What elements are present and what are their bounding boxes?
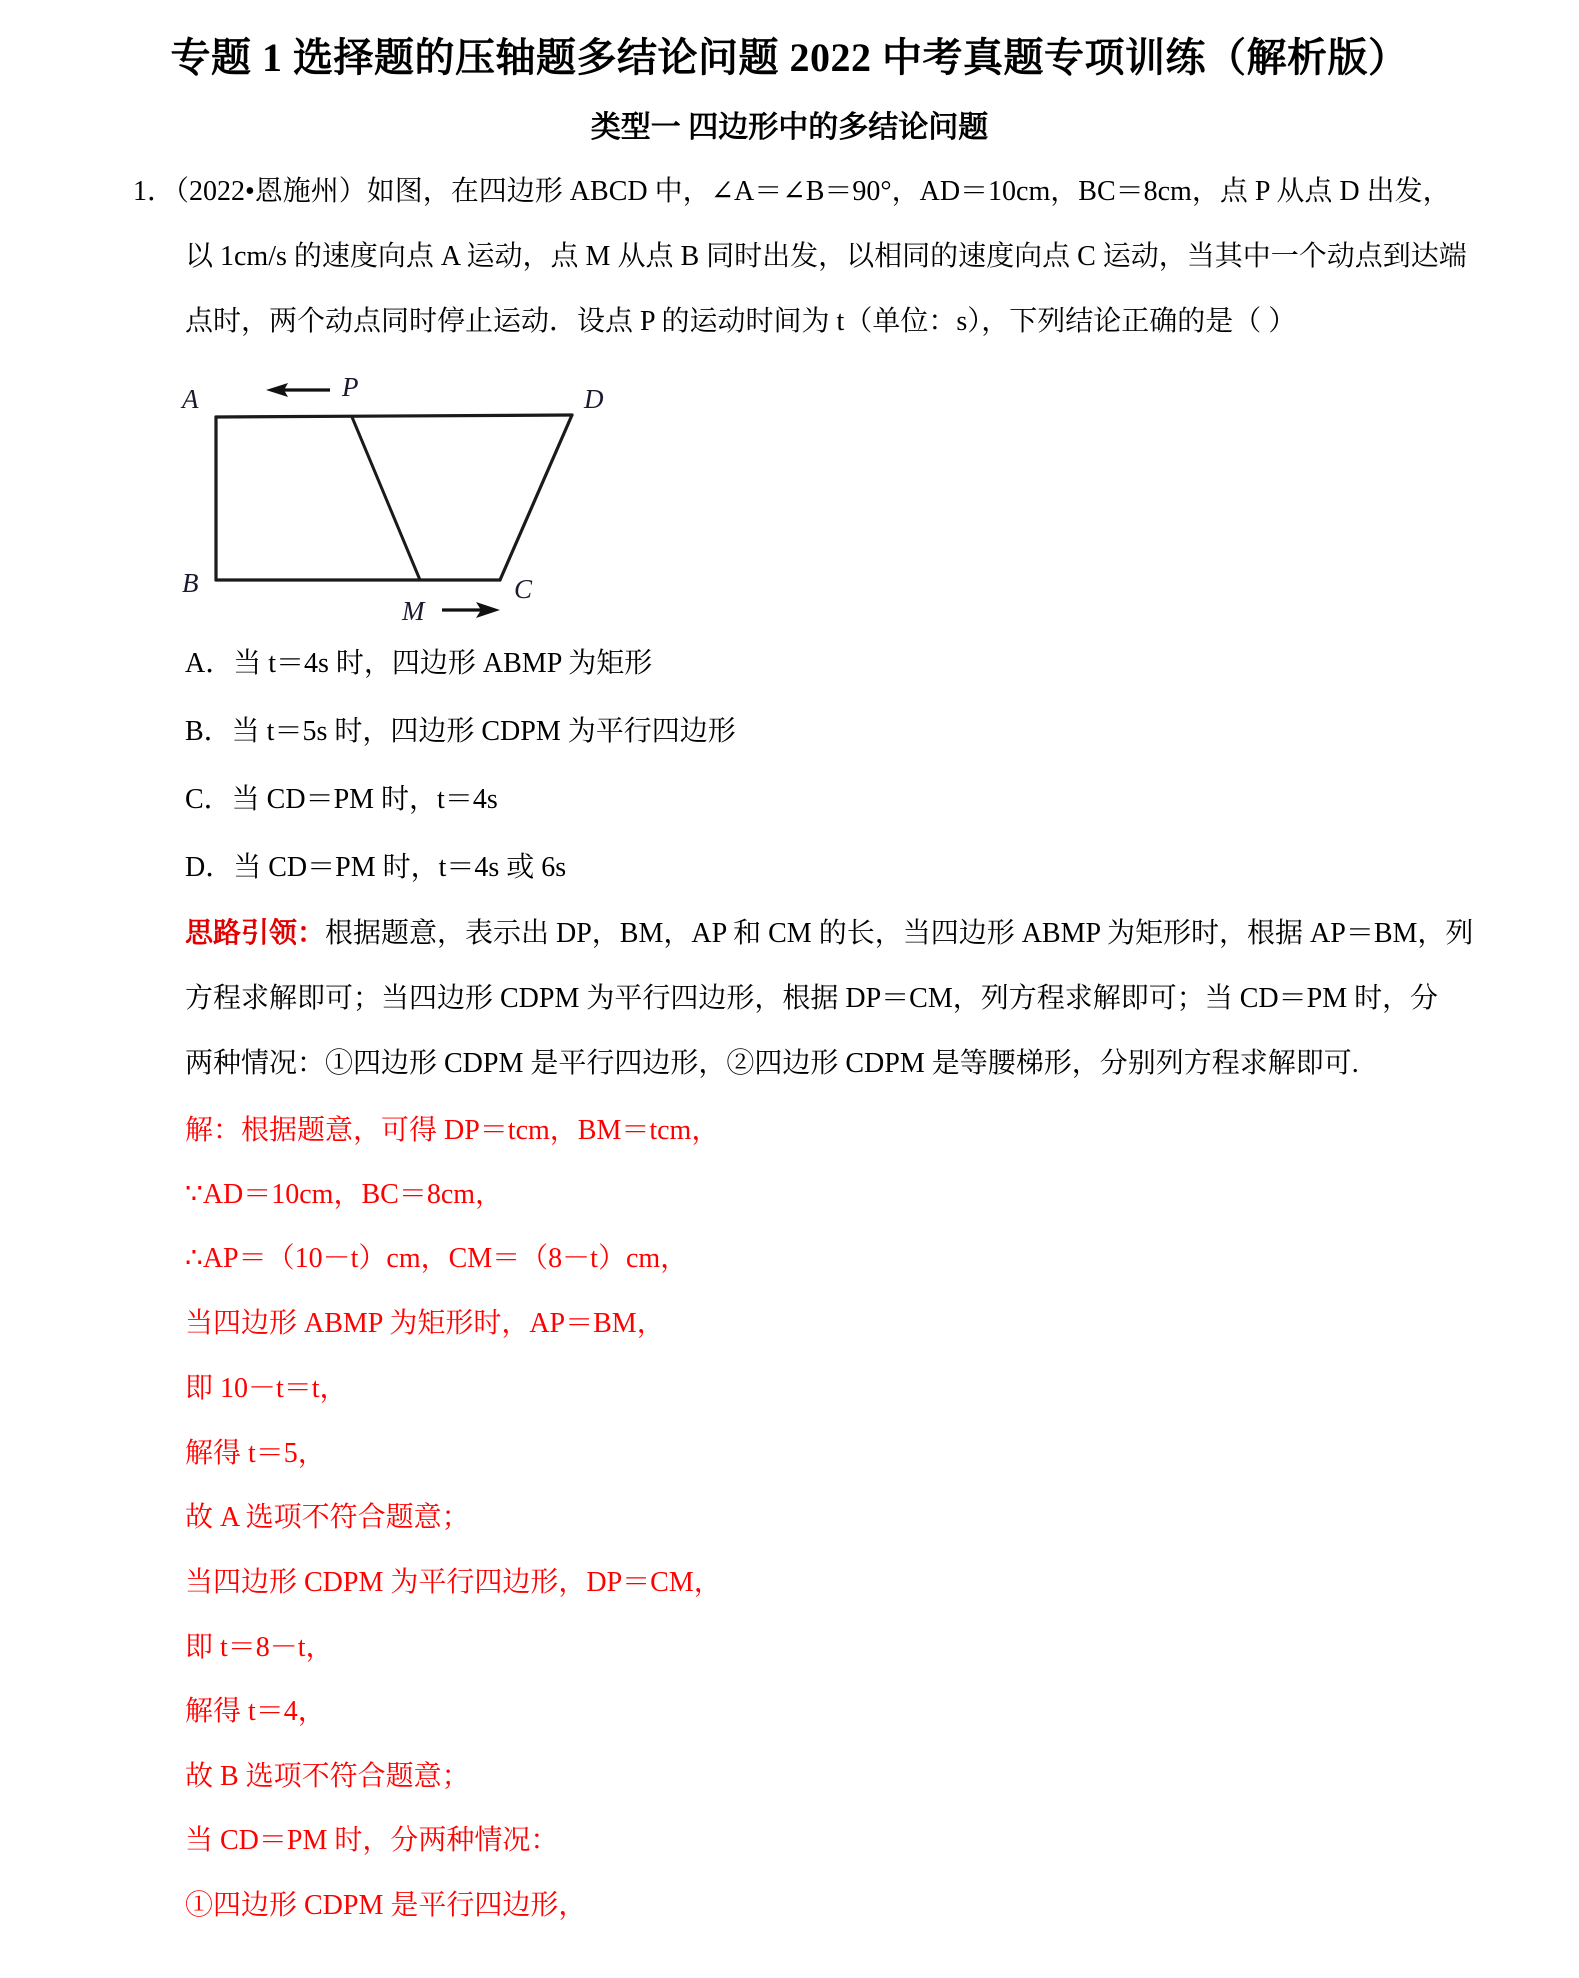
segment-dc [500, 415, 572, 580]
segment-ad [216, 415, 572, 417]
segment-pm [352, 417, 420, 580]
analysis-line-1-text: 根据题意，表示出 DP，BM，AP 和 CM 的长，当四边形 ABMP 为矩形时，根据 AP＝BM，列 [325, 918, 1474, 949]
option-b[interactable]: B．当 t＝5s 时，四边形 CDPM 为平行四边形 [185, 716, 736, 747]
option-a[interactable]: A．当 t＝4s 时，四边形 ABMP 为矩形 [185, 648, 653, 679]
solution-line-3: ∴AP＝（10－t）cm，CM＝（8－t）cm， [185, 1243, 689, 1274]
solution-line-5: 即 10－t＝t， [185, 1373, 348, 1404]
option-d[interactable]: D．当 CD＝PM 时，t＝4s 或 6s [185, 852, 567, 883]
solution-line-13: ①四边形 CDPM 是平行四边形， [185, 1890, 587, 1921]
arrow-p-left [266, 383, 330, 397]
question-line-3: 点时，两个动点同时停止运动．设点 P 的运动时间为 t（单位：s），下列结论正确的是（ ） [185, 306, 1297, 337]
solution-line-2: ∵AD＝10cm，BC＝8cm， [185, 1179, 504, 1210]
solution-line-7: 故 A 选项不符合题意； [185, 1502, 470, 1533]
option-c[interactable]: C．当 CD＝PM 时，t＝4s [185, 784, 498, 815]
analysis-line-1 [185, 920, 1473, 948]
solution-line-6: 解得 t＝5， [185, 1438, 326, 1469]
solution-line-1: 解：根据题意，可得 DP＝tcm，BM＝tcm， [185, 1115, 720, 1146]
section-title: 类型一 四边形中的多结论问题 [590, 111, 989, 144]
geometry-figure [170, 370, 630, 635]
question-line-1: 1．（2022•恩施州）如图，在四边形 ABCD 中，∠A＝∠B＝90°，AD＝10cm，BC＝8cm，点 P 从点 D 出发， [133, 176, 1451, 207]
figure-label-d: D [584, 384, 604, 414]
solution-line-8: 当四边形 CDPM 为平行四边形，DP＝CM， [185, 1567, 722, 1598]
figure-label-a: A [182, 384, 199, 414]
figure-label-m: M [402, 596, 425, 626]
analysis-line-2: 方程求解即可；当四边形 CDPM 为平行四边形，根据 DP＝CM，列方程求解即可；当 CD＝PM 时，分 [185, 983, 1439, 1014]
analysis-label: 思路引领： [185, 918, 326, 949]
solution-line-9: 即 t＝8－t， [185, 1632, 334, 1663]
question-line-2: 以 1cm/s 的速度向点 A 运动，点 M 从点 B 同时出发，以相同的速度向点 C 运动，当其中一个动点到达端 [185, 241, 1467, 272]
analysis-line-3: 两种情况：①四边形 CDPM 是平行四边形，②四边形 CDPM 是等腰梯形，分别列方程求解即可. [185, 1048, 1359, 1079]
solution-line-10: 解得 t＝4， [185, 1696, 326, 1727]
solution-line-12: 当 CD＝PM 时，分两种情况： [185, 1825, 559, 1856]
solution-line-4: 当四边形 ABMP 为矩形时，AP＝BM， [185, 1308, 665, 1339]
figure-label-p: P [342, 372, 359, 402]
solution-line-11: 故 B 选项不符合题意； [185, 1761, 470, 1792]
page-title: 专题 1 选择题的压轴题多结论问题 2022 中考真题专项训练（解析版） [170, 35, 1409, 80]
quadrilateral-abcd [216, 415, 572, 580]
figure-label-b: B [182, 568, 199, 598]
arrow-m-right [442, 602, 500, 618]
figure-label-c: C [514, 574, 533, 604]
